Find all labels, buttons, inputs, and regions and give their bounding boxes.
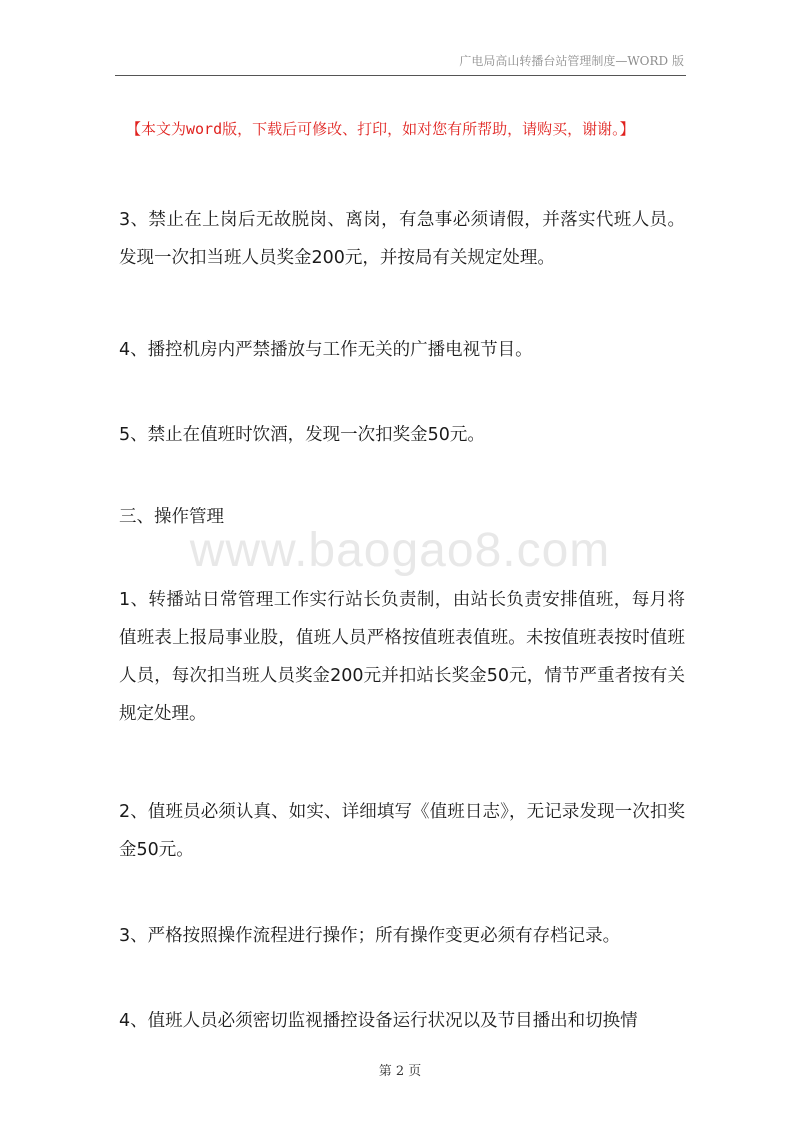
purchase-notice: 【本文为word版，下载后可修改、打印，如对您有所帮助，请购买，谢谢。】 [126,120,635,138]
section-heading-operations: 三、操作管理 [119,507,224,527]
paragraph-op-1-duty-schedule: 1、转播站日常管理工作实行站长负责制，由站长负责安排值班，每月将值班表上报局事业股，值班人员严格按值班表值班。未按值班表按时值班人员，每次扣当班人员奖金200元并扣站长奖金50元，情节严重者按有关规定处理。 [119,590,685,724]
paragraph-op-2-duty-log: 2、值班员必须认真、如实、详细填写《值班日志》，无记录发现一次扣奖金50元。 [119,802,685,860]
watermark: www.baogao8.com [189,524,611,577]
paragraph-rule-3-absence: 3、禁止在上岗后无故脱岗、离岗，有急事必须请假，并落实代班人员。发现一次扣当班人员奖金200元，并按局有关规定处理。 [119,210,685,268]
header-divider [115,75,686,76]
paragraph-rule-4-broadcast: 4、播控机房内严禁播放与工作无关的广播电视节目。 [119,340,533,360]
paragraph-op-4-monitoring: 4、值班人员必须密切监视播控设备运行状况以及节目播出和切换情 [119,1011,638,1031]
page-number: 第 2 页 [378,1064,422,1079]
paragraph-op-3-procedure: 3、严格按照操作流程进行操作；所有操作变更必须有存档记录。 [119,926,621,946]
header-title: 广电局高山转播台站管理制度—WORD 版 [459,54,684,68]
paragraph-rule-5-drinking: 5、禁止在值班时饮酒，发现一次扣奖金50元。 [119,425,485,445]
